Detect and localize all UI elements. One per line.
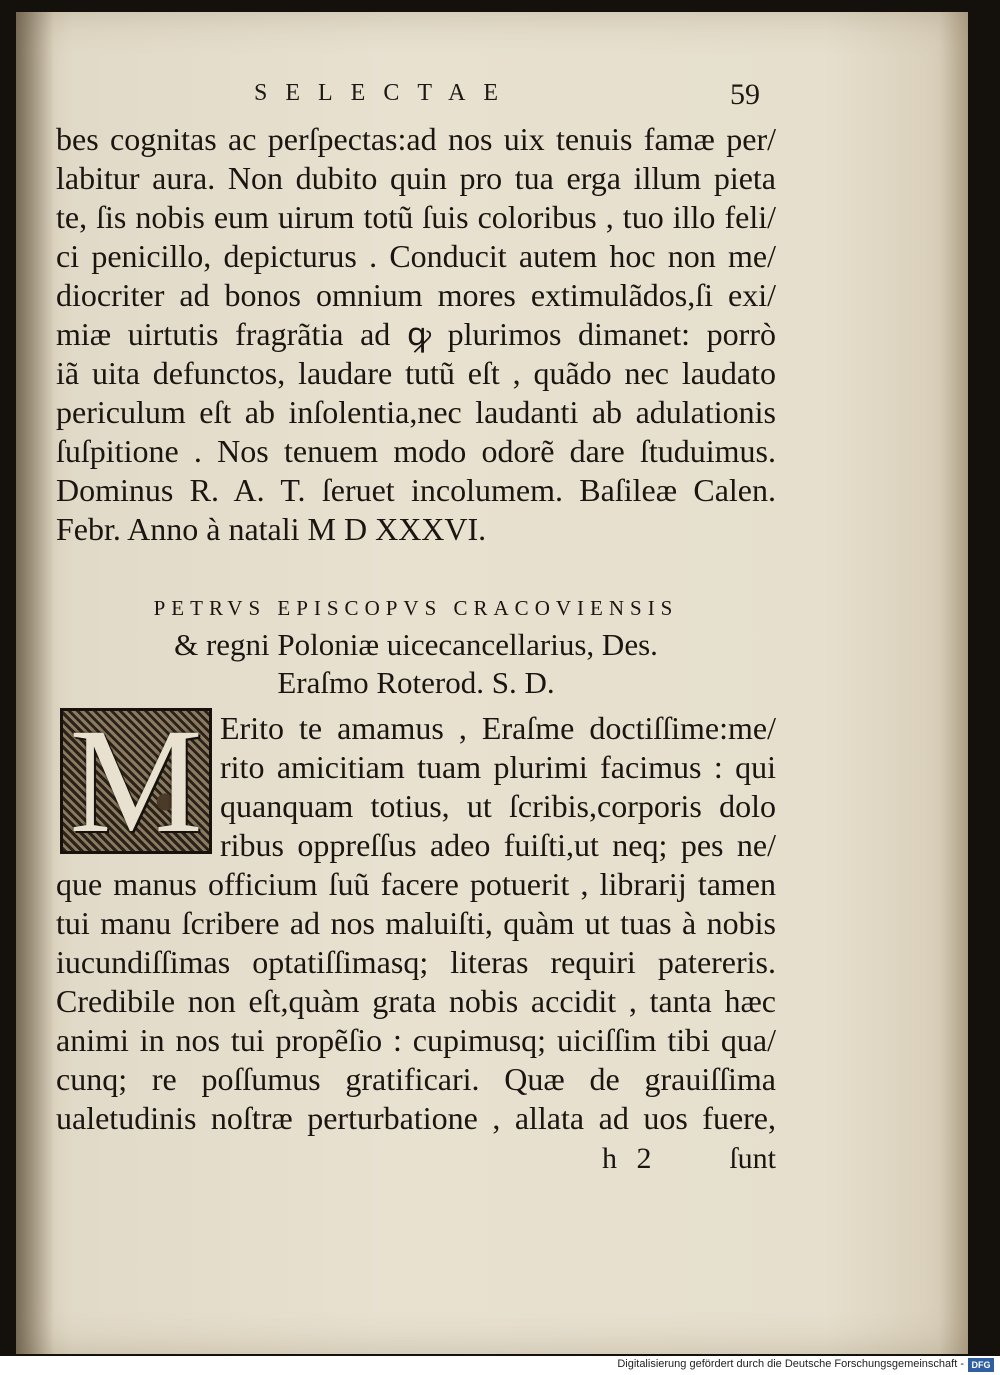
letter-heading-line-2: & regni Poloniæ uicecancellarius, Des. bbox=[174, 627, 658, 662]
text-line: periculum eſt ab inſolentia,nec laudanti ab adulationis bbox=[56, 394, 776, 430]
footer-bar bbox=[0, 1356, 1000, 1375]
text-line: animi in nos tui propẽſio : cupimusq; uiciſſim tibi qua/ bbox=[56, 1022, 776, 1058]
text-line: rito amicitiam tuam plurimi facimus : qui bbox=[220, 749, 776, 785]
dfg-logo: DFG bbox=[968, 1358, 994, 1372]
catchword: ſunt bbox=[729, 1142, 776, 1175]
text-line: tui manu ſcribere ad nos maluiſti, quàm ut tuas à nobis bbox=[56, 905, 776, 941]
letter-heading-caps: PETRVS EPISCOPVS CRACOVIENSIS bbox=[153, 596, 679, 620]
text-line: bes cognitas ac perſpectas:ad nos uix tenuis famæ per/ bbox=[56, 121, 776, 157]
text-line: ci penicillo, depicturus . Conducit autem hoc non me/ bbox=[56, 238, 776, 274]
text-line: ſuſpitione . Nos tenuem modo odorẽ dare ſtuduimus. bbox=[56, 433, 776, 469]
paragraph-2-indented bbox=[220, 709, 776, 865]
decorated-initial bbox=[60, 698, 212, 864]
gutter-shadow bbox=[16, 12, 54, 1354]
page-number: 59 bbox=[730, 78, 760, 111]
letter-heading-line-3: Eraſmo Roterod. S. D. bbox=[277, 665, 555, 700]
text-line: iucundiſſimas optatiſſimasq; literas requiri patereris. bbox=[56, 944, 776, 980]
signature-mark: h 2 bbox=[602, 1142, 658, 1175]
text-line: miæ uirtutis fragrãtia ad ꝙ plurimos dimanet: porrò bbox=[56, 316, 776, 352]
text-line: que manus officium ſuũ facere potuerit , librarij tamen bbox=[56, 866, 776, 902]
letter-heading bbox=[56, 590, 776, 702]
paragraph-1 bbox=[56, 120, 776, 549]
text-line: cunq; re poſſumus gratificari. Quæ de grauiſſima bbox=[56, 1061, 776, 1097]
text-line: quanquam totius, ut ſcribis,corporis dolo bbox=[220, 788, 776, 824]
text-line: diocriter ad bonos omnium mores extimulãdos,ſi exi/ bbox=[56, 277, 776, 313]
decorated-initial-letter: M bbox=[69, 698, 203, 864]
catchwords-line bbox=[56, 1142, 776, 1182]
text-line: iã uita defunctos, laudare tutũ eſt , quãdo nec laudato bbox=[56, 355, 776, 391]
text-line: Credibile non eſt,quàm grata nobis accidit , tanta hæc bbox=[56, 983, 776, 1019]
text-line: Febr. Anno à natali M D XXXVI. bbox=[56, 511, 487, 547]
running-head: SELECTAE bbox=[254, 80, 517, 106]
text-line: ribus oppreſſus adeo fuiſti,ut neq; pes ne/ bbox=[220, 827, 776, 863]
funding-credit: Digitalisierung gefördert durch die Deutsche Forschungsgemeinschaft - bbox=[617, 1358, 964, 1370]
text-line: te, ſis nobis eum uirum totũ ſuis coloribus , tuo illo feli/ bbox=[56, 199, 776, 235]
text-line: ualetudinis noſtræ perturbatione , allata ad uos fuere, bbox=[56, 1100, 776, 1136]
text-line: labitur aura. Non dubito quin pro tua erga illum pieta bbox=[56, 160, 776, 196]
text-line: Erito te amamus , Eraſme doctiſſime:me/ bbox=[220, 710, 776, 746]
text-line: Dominus R. A. T. ſeruet incolumem. Baſileæ Calen. bbox=[56, 472, 776, 508]
page-header bbox=[16, 72, 968, 112]
book-page bbox=[16, 12, 968, 1354]
paragraph-2-full bbox=[56, 865, 776, 1138]
